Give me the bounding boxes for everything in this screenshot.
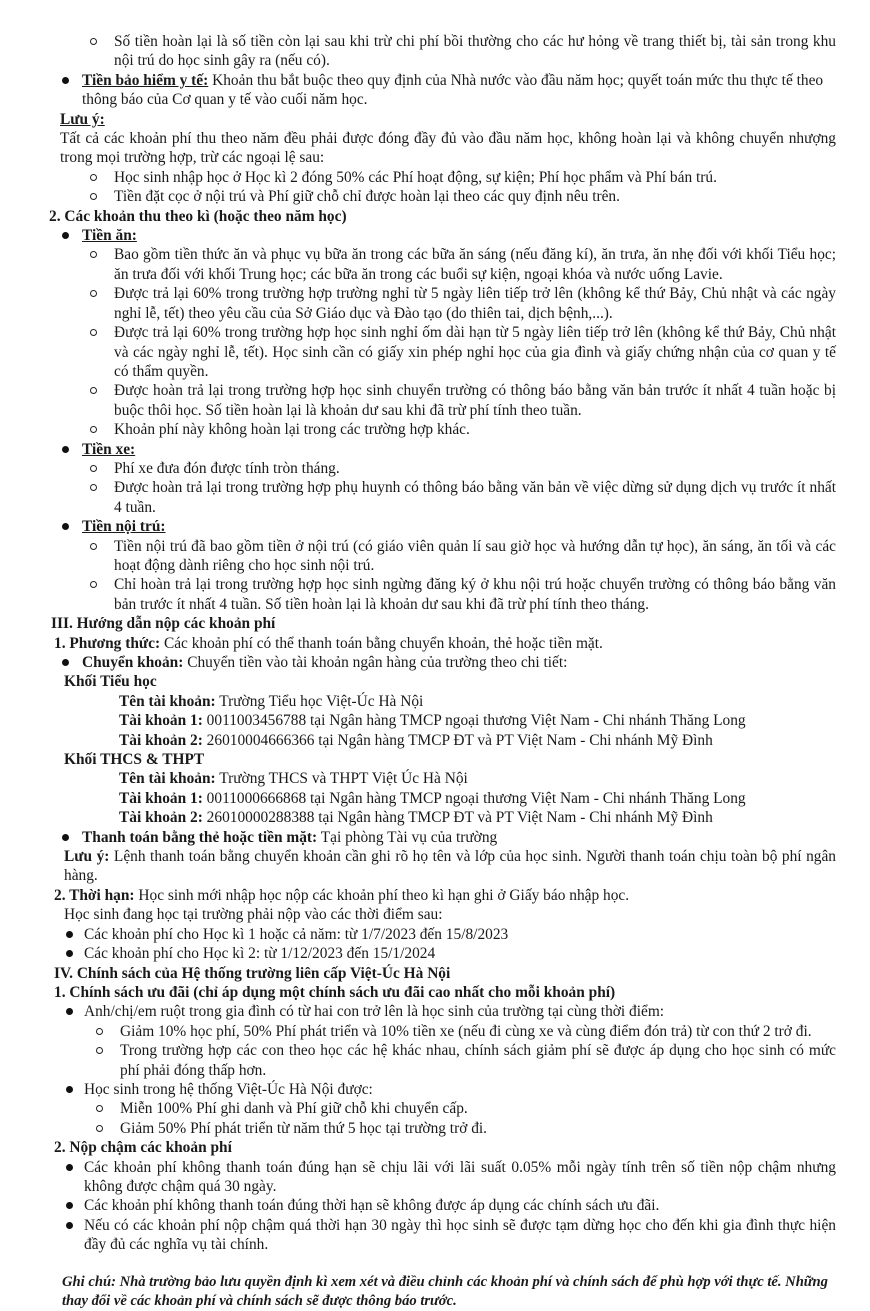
- late-item: [0, 1158, 870, 1197]
- boarding-bullet: [0, 517, 870, 536]
- filled-bullet-icon: [66, 1164, 73, 1171]
- late-item: [0, 1196, 870, 1215]
- circle-bullet-icon: [96, 1105, 103, 1112]
- account-1-line: [0, 789, 870, 808]
- insurance-text: Khoản thu bắt buộc theo quy định của Nhà nước vào đầu năm học; quyết toán mức thu thực tế theo thông báo của Cơ quan y tế vào cuối năm học.: [82, 71, 824, 109]
- filled-bullet-icon: [66, 1222, 73, 1229]
- deadline-label: 2. Thời hạn:: [54, 886, 135, 904]
- deadline-line: [0, 886, 870, 905]
- circle-bullet-icon: [90, 387, 97, 394]
- circle-bullet-icon: [90, 465, 97, 472]
- circle-bullet-icon: [90, 38, 97, 45]
- circle-bullet-icon: [90, 543, 97, 550]
- sub-heading: 1. Chính sách ưu đãi (chỉ áp dụng một chính sách ưu đãi cao nhất cho mỗi khoản phí): [54, 983, 616, 1001]
- siblings-item-text: Trong trường hợp các con theo học các hệ khác nhau, chính sách giảm phí sẽ được áp dụng cho học sinh có mức phí phải đóng thấp hơn.: [120, 1042, 836, 1079]
- deadline-item: [0, 944, 870, 963]
- card-cash-label: Thanh toán bằng thẻ hoặc tiền mặt:: [82, 828, 318, 846]
- payment-note: [0, 847, 870, 886]
- footer-note: [0, 1273, 870, 1311]
- filled-bullet-icon: [66, 950, 73, 957]
- late-item-text: Các khoản phí không thanh toán đúng hạn sẽ chịu lãi với lãi suất 0.05% mỗi ngày tính trên số tiền nộp chậm nhưng không được chậm quá 30 ngày.: [84, 1158, 836, 1195]
- late-item-text: Các khoản phí không thanh toán đúng thời hạn sẽ không được áp dụng các chính sách ưu đãi.: [84, 1197, 660, 1215]
- deadline-current: Học sinh đang học tại trường phải nộp vào các thời điểm sau:: [64, 906, 443, 924]
- account-2-label: Tài khoản 2:: [119, 809, 203, 827]
- meals-item-text: Khoản phí này không hoàn lại trong các trường hợp khác.: [114, 421, 470, 439]
- filled-bullet-icon: [66, 931, 73, 938]
- late-item: [0, 1216, 870, 1255]
- bus-item-text: Phí xe đưa đón được tính tròn tháng.: [114, 459, 340, 477]
- footer-note-text: Nhà trường bảo lưu quyền định kì xem xét và điều chỉnh các khoản phí và chính sách để phù hợp với thực tế. Những thay đổi về các khoản phí và chính sách sẽ được thông báo trước.: [62, 1273, 828, 1309]
- fee-document: [0, 32, 870, 1311]
- deadline-item-text: Các khoản phí cho Học kì 2: từ 1/12/2023 đến 15/1/2024: [84, 945, 436, 963]
- meals-item: [0, 381, 870, 420]
- note-block: [0, 110, 870, 168]
- note-text: Tất cả các khoản phí thu theo năm đều phải được đóng đầy đủ vào đầu năm học, không hoàn lại và không chuyển nhượng trong mọi trường hợp, trừ các ngoại lệ sau:: [60, 130, 836, 167]
- meals-label: Tiền ăn:: [82, 227, 137, 245]
- account-name-line: [0, 769, 870, 788]
- exception-item: [0, 187, 870, 206]
- deadline-item: [0, 925, 870, 944]
- account-2-value: 26010004666366 tại Ngân hàng TMCP ĐT và PT Việt Nam - Chi nhánh Mỹ Đình: [202, 731, 713, 749]
- account-1-line: [0, 711, 870, 730]
- account-name-label: Tên tài khoản:: [119, 770, 216, 788]
- circle-bullet-icon: [90, 290, 97, 297]
- insurance-bullet: [0, 71, 870, 110]
- filled-bullet-icon: [66, 1008, 73, 1015]
- filled-bullet-icon: [62, 834, 69, 841]
- exception-text: Học sinh nhập học ở Học kì 2 đóng 50% các Phí hoạt động, sự kiện; Phí học phẩm và Phí bán trú.: [114, 168, 717, 186]
- siblings-item: [0, 1041, 870, 1080]
- method-line: [0, 634, 870, 653]
- sub-heading: 2. Nộp chậm các khoản phí: [54, 1139, 232, 1157]
- account-1-label: Tài khoản 1:: [119, 712, 203, 730]
- circle-bullet-icon: [96, 1125, 103, 1132]
- bus-bullet: [0, 440, 870, 459]
- account-2-value: 26010000288388 tại Ngân hàng TMCP ĐT và PT Việt Nam - Chi nhánh Mỹ Đình: [202, 809, 713, 827]
- meals-item-text: Bao gồm tiền thức ăn và phục vụ bữa ăn trong các bữa ăn sáng (nếu đăng kí), ăn trưa, ăn nhẹ đối với khối Tiểu học; ăn trưa đối với khối Trung học; các bữa ăn trong các buổi sự kiện, ngoại khóa và nước uống Lavie.: [114, 246, 836, 283]
- primary-block-title: Khối Tiểu học: [64, 673, 157, 691]
- card-cash-text: Tại phòng Tài vụ của trường: [317, 828, 498, 846]
- account-1-label: Tài khoản 1:: [119, 789, 203, 807]
- siblings-bullet: [0, 1002, 870, 1021]
- transfer-text: Chuyển tiền vào tài khoản ngân hàng của trường theo chi tiết:: [183, 654, 568, 671]
- circle-bullet-icon: [90, 581, 97, 588]
- siblings-item-text: Giảm 10% học phí, 50% Phí phát triển và 10% tiền xe (nếu đi cùng xe và cùng điểm đón trả) từ con thứ 2 trở đi.: [120, 1022, 812, 1040]
- section-heading: 2. Các khoản thu theo kì (hoặc theo năm học): [49, 207, 347, 225]
- circle-bullet-icon: [90, 484, 97, 491]
- meals-item: [0, 284, 870, 323]
- circle-bullet-icon: [90, 174, 97, 181]
- account-name-value: Trường THCS và THPT Việt Úc Hà Nội: [215, 770, 468, 788]
- system-item-text: Giảm 50% Phí phát triển từ năm thứ 5 học tại trường trở đi.: [120, 1119, 488, 1137]
- bus-item: [0, 478, 870, 517]
- transfer-label: Chuyển khoản:: [82, 654, 184, 671]
- late-item-text: Nếu có các khoản phí nộp chậm quá thời hạn 30 ngày thì học sinh sẽ được tạm dừng học cho đến khi gia đình thực hiện đầy đủ các nghĩa vụ tài chính.: [84, 1216, 836, 1254]
- meals-item-text: Được trả lại 60% trong trường hợp trường nghỉ từ 5 ngày liên tiếp trở lên (không kể thứ Bảy, Chủ nhật và các ngày nghỉ lễ, tết) theo yêu cầu của Sở Giáo dục và Đào tạo (do thiên tai, dịch bệnh,...).: [114, 285, 836, 322]
- filled-bullet-icon: [62, 232, 69, 239]
- account-name-label: Tên tài khoản:: [119, 692, 216, 710]
- exception-item: [0, 168, 870, 187]
- card-cash-bullet: [0, 828, 870, 847]
- meals-item-text: Được trả lại 60% trong trường hợp học sinh nghỉ ốm dài hạn từ 5 ngày liên tiếp trở lên (không kể thứ Bảy, Chủ nhật và các ngày nghỉ lễ, tết). Học sinh cần có giấy xin phép nghỉ học của gia đình và giấy chứng nhận của cơ quan y tế có thẩm quyền.: [114, 324, 836, 380]
- circle-bullet-icon: [90, 251, 97, 258]
- filled-bullet-icon: [66, 1086, 73, 1093]
- account-1-value: 0011003456788 tại Ngân hàng TMCP ngoại thương Việt Nam - Chi nhánh Thăng Long: [202, 712, 746, 730]
- footer-note-label: Ghi chú:: [62, 1273, 116, 1290]
- payment-note-text: Lệnh thanh toán bằng chuyển khoản cần ghi rõ họ tên và lớp của học sinh. Người thanh toán chịu toàn bộ phí ngân hàng.: [64, 848, 836, 885]
- exception-text: Tiền đặt cọc ở nội trú và Phí giữ chỗ chỉ được hoàn lại theo các quy định nêu trên.: [114, 188, 620, 206]
- account-2-label: Tài khoản 2:: [119, 731, 203, 749]
- method-text: Các khoản phí có thể thanh toán bằng chuyển khoản, thẻ hoặc tiền mặt.: [160, 634, 603, 652]
- account-2-line: [0, 731, 870, 750]
- account-1-value: 0011000666868 tại Ngân hàng TMCP ngoại thương Việt Nam - Chi nhánh Thăng Long: [202, 789, 746, 807]
- siblings-text: Anh/chị/em ruột trong gia đình có từ hai con trở lên là học sinh của trường tại cùng thời điểm:: [84, 1003, 665, 1021]
- method-label: 1. Phương thức:: [54, 634, 161, 652]
- refund-bullet: [0, 32, 870, 71]
- filled-bullet-icon: [62, 523, 69, 530]
- system-item: [0, 1099, 870, 1118]
- system-item-text: Miễn 100% Phí ghi danh và Phí giữ chỗ khi chuyển cấp.: [120, 1100, 468, 1118]
- meals-item: [0, 420, 870, 439]
- boarding-label: Tiền nội trú:: [82, 518, 166, 536]
- insurance-label: Tiền bảo hiểm y tế:: [82, 71, 209, 89]
- meals-item: [0, 245, 870, 284]
- boarding-item-text: Tiền nội trú đã bao gồm tiền ở nội trú (có giáo viên quản lí sau giờ học và hướng dẫn tự học), ăn sáng, ăn tối và các hoạt động dành riêng cho học sinh nội trú.: [114, 537, 836, 574]
- section-heading: III. Hướng dẫn nộp các khoản phí: [51, 615, 276, 633]
- account-name-line: [0, 692, 870, 711]
- circle-bullet-icon: [90, 329, 97, 336]
- circle-bullet-icon: [90, 426, 97, 433]
- deadline-item-text: Các khoản phí cho Học kì 1 hoặc cả năm: từ 1/7/2023 đến 15/8/2023: [84, 925, 509, 943]
- refund-text: Số tiền hoàn lại là số tiền còn lại sau khi trừ chi phí bồi thường cho các hư hỏng về trang thiết bị, tài sản trong khu nội trú do học sinh gây ra (nếu có).: [114, 33, 836, 70]
- system-bullet: [0, 1080, 870, 1099]
- circle-bullet-icon: [96, 1028, 103, 1035]
- boarding-item: [0, 537, 870, 576]
- circle-bullet-icon: [90, 193, 97, 200]
- payment-note-label: Lưu ý:: [64, 848, 110, 866]
- filled-bullet-icon: [62, 446, 69, 453]
- siblings-item: [0, 1022, 870, 1041]
- bus-item-text: Được hoàn trả lại trong trường hợp phụ huynh có thông báo bằng văn bản về việc dừng sử dụng dịch vụ trước ít nhất 4 tuần.: [114, 479, 836, 516]
- bus-item: [0, 459, 870, 478]
- account-name-value: Trường Tiểu học Việt-Úc Hà Nội: [215, 692, 424, 710]
- boarding-item: [0, 575, 870, 614]
- filled-bullet-icon: [66, 1202, 73, 1209]
- meals-bullet: [0, 226, 870, 245]
- system-item: [0, 1119, 870, 1138]
- meals-item: [0, 323, 870, 381]
- transfer-bullet: [0, 653, 870, 672]
- bus-label: Tiền xe:: [82, 440, 136, 458]
- secondary-block-title: Khối THCS & THPT: [64, 751, 205, 769]
- account-2-line: [0, 808, 870, 827]
- filled-bullet-icon: [62, 659, 69, 666]
- meals-item-text: Được hoàn trả lại trong trường hợp học sinh chuyển trường có thông báo bằng văn bản trước ít nhất 4 tuần hoặc bị buộc thôi học. Số tiền hoàn lại là khoản dư sau khi đã trừ phí tính theo tuần.: [114, 382, 836, 419]
- note-label: Lưu ý:: [60, 110, 105, 128]
- circle-bullet-icon: [96, 1047, 103, 1054]
- boarding-item-text: Chỉ hoàn trả lại trong trường hợp học sinh ngừng đăng ký ở khu nội trú hoặc chuyển trường có thông báo bằng văn bản trước ít nhất 4 tuần. Số tiền hoàn lại là khoản dư sau khi đã trừ phí tính theo tháng.: [114, 576, 836, 613]
- section-heading: IV. Chính sách của Hệ thống trường liên cấp Việt-Úc Hà Nội: [54, 964, 451, 982]
- filled-bullet-icon: [62, 77, 69, 84]
- system-text: Học sinh trong hệ thống Việt-Úc Hà Nội được:: [84, 1080, 373, 1098]
- deadline-text: Học sinh mới nhập học nộp các khoản phí theo kì hạn ghi ở Giấy báo nhập học.: [134, 886, 630, 904]
